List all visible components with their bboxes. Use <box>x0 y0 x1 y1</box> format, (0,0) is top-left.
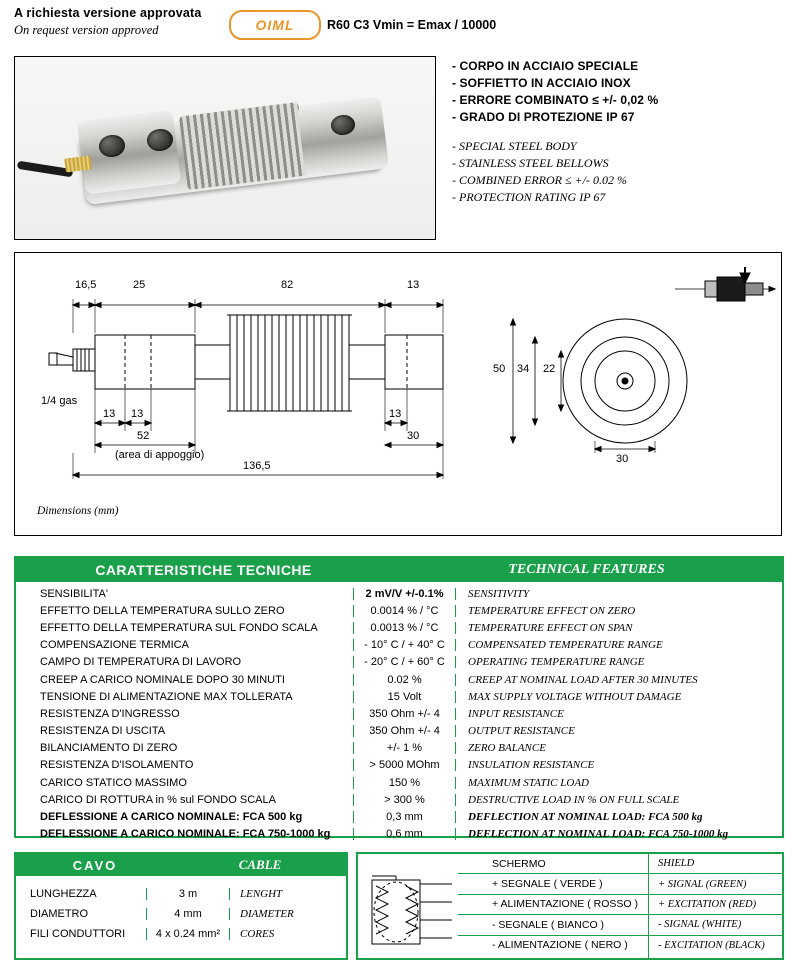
tech-label-it: CARICO DI ROTTURA in % sul FONDO SCALA <box>40 793 276 806</box>
table-row <box>16 619 782 636</box>
table-row <box>16 924 346 944</box>
tech-label-en: INPUT RESISTANCE <box>468 707 564 720</box>
wiring-diagram <box>356 852 784 960</box>
table-row <box>16 808 782 825</box>
cable-label-it: LUNGHEZZA <box>30 888 97 900</box>
feature-en-2: - COMBINED ERROR ≤ +/- 0.02 % <box>452 173 627 187</box>
table-row <box>16 826 782 843</box>
tech-label-en: ZERO BALANCE <box>468 742 546 755</box>
dim-25: 25 <box>133 279 146 291</box>
tech-title-english: TECHNICAL FEATURES <box>508 562 665 577</box>
tech-value: 0.0014 % / °C <box>353 605 456 617</box>
tech-label-en: DEFLECTION AT NOMINAL LOAD: FCA 500 kg <box>468 811 703 824</box>
technical-features-table <box>14 556 784 841</box>
cable-value: 3 m <box>146 888 230 900</box>
oiml-approval <box>229 10 496 40</box>
wiring-label-en: + SIGNAL (GREEN) <box>658 878 747 890</box>
table-row <box>16 671 782 688</box>
tech-value: - 20° C / + 60° C <box>353 656 456 668</box>
wiring-label-en: SHIELD <box>658 858 695 870</box>
tech-label-en: MAX SUPPLY VOLTAGE WITHOUT DAMAGE <box>468 690 682 703</box>
feature-en-1: - STAINLESS STEEL BELLOWS <box>452 156 609 170</box>
oiml-spec-text: R60 C3 Vmin = Emax / 10000 <box>327 18 497 32</box>
tech-value: 2 mV/V +/-0.1% <box>353 588 456 600</box>
table-row <box>16 585 782 602</box>
cable-title-italian: CAVO <box>72 857 118 873</box>
table-row <box>16 602 782 619</box>
table-row <box>16 904 346 924</box>
cable-label-it: FILI CONDUTTORI <box>30 928 126 940</box>
table-row <box>458 854 782 873</box>
wiring-label-en: + EXCITATION (RED) <box>658 898 757 910</box>
cable-label-en: CORES <box>240 928 275 940</box>
wiring-label-en: - SIGNAL (WHITE) <box>658 919 742 931</box>
cable-label-it: DIAMETRO <box>30 908 89 920</box>
wiring-column-divider <box>648 854 649 958</box>
tech-label-it: TENSIONE DI ALIMENTAZIONE MAX TOLLERATA <box>40 690 293 703</box>
tech-label-en: MAXIMUM STATIC LOAD <box>468 776 589 789</box>
thread-label: 1/4 gas <box>41 395 78 407</box>
support-area-note: (area di appoggio) <box>115 449 205 461</box>
tech-label-it: CREEP A CARICO NOMINALE DOPO 30 MINUTI <box>40 673 285 686</box>
wiring-label-it: SCHERMO <box>492 857 546 870</box>
tech-label-en: CREEP AT NOMINAL LOAD AFTER 30 MINUTES <box>468 673 698 686</box>
dim-13-b: 13 <box>131 408 144 420</box>
wiring-label-en: - EXCITATION (BLACK) <box>658 939 765 951</box>
dim-30: 30 <box>407 430 420 442</box>
tech-label-it: RESISTENZA D'INGRESSO <box>40 707 180 720</box>
dim-22: 22 <box>543 363 556 375</box>
table-row <box>16 757 782 774</box>
table-row <box>458 914 782 934</box>
tech-label-it: RESISTENZA D'ISOLAMENTO <box>40 759 194 772</box>
tech-label-en: TEMPERATURE EFFECT ON SPAN <box>468 621 633 634</box>
feature-en-0: - SPECIAL STEEL BODY <box>452 139 577 153</box>
product-photo <box>14 56 436 240</box>
tech-label-it: COMPENSAZIONE TERMICA <box>40 639 189 652</box>
dim-13-c: 13 <box>389 408 402 420</box>
tech-value: 15 Volt <box>353 691 456 703</box>
table-row <box>458 935 782 955</box>
feature-it-1: - SOFFIETTO IN ACCIAIO INOX <box>452 76 631 90</box>
table-row <box>16 774 782 791</box>
tech-value: 350 Ohm +/- 4 <box>353 708 456 720</box>
tech-value: > 5000 MOhm <box>353 759 456 771</box>
photo-left-flange <box>77 109 181 194</box>
feature-it-3: - GRADO DI PROTEZIONE IP 67 <box>452 110 635 124</box>
dim-82: 82 <box>281 279 294 291</box>
wiring-label-it: + SEGNALE ( VERDE ) <box>492 878 603 891</box>
tech-label-en: DEFLECTION AT NOMINAL LOAD: FCA 750-1000 kg <box>468 828 729 841</box>
feature-list <box>452 58 792 206</box>
cable-value: 4 mm <box>146 908 230 920</box>
header-title-italian: A richiesta versione approvata <box>14 6 202 20</box>
dim-16-5: 16,5 <box>75 279 97 291</box>
photo-right-flange <box>297 96 389 178</box>
tech-label-it: RESISTENZA DI USCITA <box>40 725 166 738</box>
drawing-svg <box>15 253 781 535</box>
feature-it-0: - CORPO IN ACCIAIO SPECIALE <box>452 59 639 73</box>
feature-en-3: - PROTECTION RATING IP 67 <box>452 190 606 204</box>
tech-label-en: COMPENSATED TEMPERATURE RANGE <box>468 639 663 652</box>
tech-label-en: OUTPUT RESISTANCE <box>468 725 575 738</box>
tech-label-it: BILANCIAMENTO DI ZERO <box>40 742 178 755</box>
table-row <box>458 894 782 914</box>
tech-label-it: CARICO STATICO MASSIMO <box>40 776 187 789</box>
table-row <box>458 873 782 893</box>
tech-value: > 300 % <box>353 794 456 806</box>
dim-34: 34 <box>517 363 530 375</box>
tech-label-en: INSULATION RESISTANCE <box>468 759 595 772</box>
table-row <box>16 654 782 671</box>
table-row <box>16 791 782 808</box>
wiring-label-it: + ALIMENTAZIONE ( ROSSO ) <box>492 898 638 911</box>
oiml-logo-icon: OIML <box>229 10 321 40</box>
tech-label-it: SENSIBILITA' <box>40 587 108 600</box>
tech-label-en: TEMPERATURE EFFECT ON ZERO <box>468 604 636 617</box>
table-row <box>16 884 346 904</box>
tech-label-en: OPERATING TEMPERATURE RANGE <box>468 656 645 669</box>
cable-label-en: DIAMETER <box>240 908 294 920</box>
dim-13-a: 13 <box>103 408 116 420</box>
tech-label-it: EFFETTO DELLA TEMPERATURA SUL FONDO SCALA <box>40 621 318 634</box>
tech-label-it: DEFLESSIONE A CARICO NOMINALE: FCA 500 kg <box>40 811 303 824</box>
tech-label-it: DEFLESSIONE A CARICO NOMINALE: FCA 750-1000 kg <box>40 828 331 841</box>
technical-drawing <box>14 252 782 536</box>
table-row <box>16 637 782 654</box>
wiring-label-it: - SEGNALE ( BIANCO ) <box>492 918 605 931</box>
tech-label-en: DESTRUCTIVE LOAD IN % ON FULL SCALE <box>468 793 680 806</box>
tech-value: 150 % <box>353 777 456 789</box>
feature-it-2: - ERRORE COMBINATO ≤ +/- 0,02 % <box>452 93 659 107</box>
tech-title-italian: CARATTERISTICHE TECNICHE <box>95 562 312 578</box>
tech-value: 350 Ohm +/- 4 <box>353 725 456 737</box>
tech-value: 0,6 mm <box>353 828 456 840</box>
table-row <box>16 740 782 757</box>
dim-136-5: 136,5 <box>243 460 271 472</box>
photo-bellows <box>179 102 307 190</box>
dim-50: 50 <box>493 363 506 375</box>
wiring-rows <box>458 854 782 958</box>
wheatstone-bridge-icon <box>362 872 454 954</box>
tech-label-en: SENSITIVITY <box>468 587 530 600</box>
cable-table <box>14 852 348 960</box>
tech-table-header <box>16 558 782 582</box>
dim-13-top: 13 <box>407 279 420 291</box>
page-header <box>14 6 794 52</box>
dim-30-side: 30 <box>616 453 629 465</box>
cable-title-english: CABLE <box>238 857 282 872</box>
header-title-english: On request version approved <box>14 23 159 37</box>
table-row <box>16 723 782 740</box>
tech-label-it: EFFETTO DELLA TEMPERATURA SULLO ZERO <box>40 604 285 617</box>
table-row <box>16 688 782 705</box>
dim-52: 52 <box>137 430 150 442</box>
tech-value: 0.0013 % / °C <box>353 622 456 634</box>
wiring-label-it: - ALIMENTAZIONE ( NERO ) <box>492 939 628 952</box>
cable-value: 4 x 0.24 mm² <box>146 928 230 940</box>
tech-label-it: CAMPO DI TEMPERATURA DI LAVORO <box>40 656 242 669</box>
tech-value: - 10° C / + 40° C <box>353 639 456 651</box>
tech-value: 0,3 mm <box>353 811 456 823</box>
cable-table-header <box>16 854 346 876</box>
cable-label-en: LENGHT <box>240 888 283 900</box>
drawing-caption: Dimensions (mm) <box>37 505 119 517</box>
tech-value: 0.02 % <box>353 674 456 686</box>
table-row <box>16 705 782 722</box>
tech-value: +/- 1 % <box>353 742 456 754</box>
